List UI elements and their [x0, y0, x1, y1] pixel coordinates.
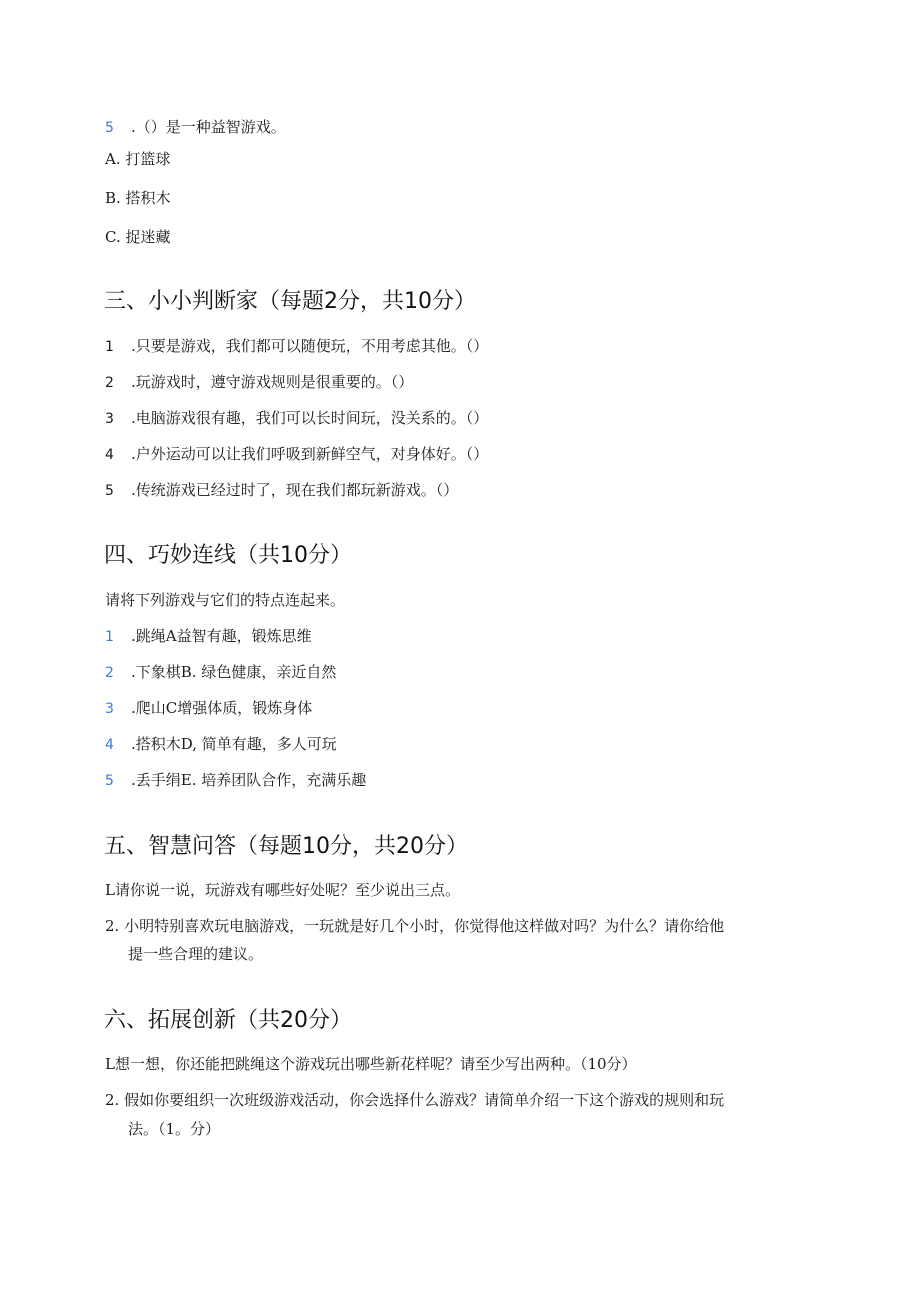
item-text: .传统游戏已经过时了，现在我们都玩新游戏。（） — [131, 481, 459, 499]
match-item-4 — [105, 734, 337, 755]
qa-question-2-line-1: 2. 小明特别喜欢玩电脑游戏，一玩就是好几个小时，你觉得他这样做对吗？为什么？请你给他 — [105, 917, 725, 935]
item-number: 4 — [105, 447, 114, 463]
section-6-heading: 六、拓展创新（共20分） — [104, 1008, 352, 1033]
item-number: 2 — [105, 375, 114, 391]
item-text: .下象棋B. 绿色健康，亲近自然 — [131, 663, 337, 681]
section-4-intro: 请将下列游戏与它们的特点连起来。 — [105, 591, 346, 609]
item-text: .玩游戏时，遵守游戏规则是很重要的。（） — [131, 373, 414, 391]
judge-item-1 — [105, 336, 488, 357]
match-item-3 — [105, 698, 312, 719]
judge-item-2 — [105, 372, 413, 393]
item-text: .只要是游戏，我们都可以随便玩，不用考虑其他。（） — [131, 337, 489, 355]
section-3-heading: 三、小小判断家（每题2分，共10分） — [104, 289, 476, 314]
option-a: A. 打篮球 — [105, 150, 171, 168]
item-number: 3 — [105, 701, 114, 717]
section-5-heading: 五、智慧问答（每题10分，共20分） — [104, 834, 468, 859]
extend-question-2-line-1: 2. 假如你要组织一次班级游戏活动，你会选择什么游戏？请简单介绍一下这个游戏的规则和玩 — [105, 1091, 725, 1109]
match-item-5 — [105, 770, 366, 791]
item-text: .丢手绢E. 培养团队合作，充满乐趣 — [131, 771, 367, 789]
item-number: 3 — [105, 411, 114, 427]
judge-item-3 — [105, 408, 488, 429]
section-4-heading: 四、巧妙连线（共10分） — [104, 543, 352, 568]
item-text: .电脑游戏很有趣，我们可以长时间玩，没关系的。（） — [131, 409, 489, 427]
question-5-prev — [105, 117, 286, 138]
qa-question-2-line-2: 提一些合理的建议。 — [128, 945, 264, 963]
item-number: 4 — [105, 737, 114, 753]
item-number: 1 — [105, 339, 114, 355]
item-text: .爬山C增强体质，锻炼身体 — [131, 699, 313, 717]
item-text: .户外运动可以让我们呼吸到新鲜空气，对身体好。（） — [131, 445, 489, 463]
item-number: 1 — [105, 629, 114, 645]
match-item-1 — [105, 626, 312, 647]
option-b: B. 搭积木 — [105, 189, 171, 207]
item-number: 2 — [105, 665, 114, 681]
item-number: 5 — [105, 483, 114, 499]
judge-item-4 — [105, 444, 488, 465]
extend-question-2-line-2: 法。（1。分） — [128, 1120, 221, 1138]
option-c: C. 捉迷藏 — [105, 228, 171, 246]
item-text: .跳绳A益智有趣，锻炼思维 — [131, 627, 312, 645]
question-text: .（）是一种益智游戏。 — [131, 118, 286, 136]
qa-question-1: L请你说一说，玩游戏有哪些好处呢？至少说出三点。 — [105, 881, 460, 899]
item-text: .搭积木D, 简单有趣，多人可玩 — [131, 735, 337, 753]
judge-item-5 — [105, 480, 458, 501]
question-number: 5 — [105, 120, 114, 136]
match-item-2 — [105, 662, 336, 683]
extend-question-1: L想一想，你还能把跳绳这个游戏玩出哪些新花样呢？请至少写出两种。（10分） — [105, 1055, 637, 1073]
item-number: 5 — [105, 773, 114, 789]
